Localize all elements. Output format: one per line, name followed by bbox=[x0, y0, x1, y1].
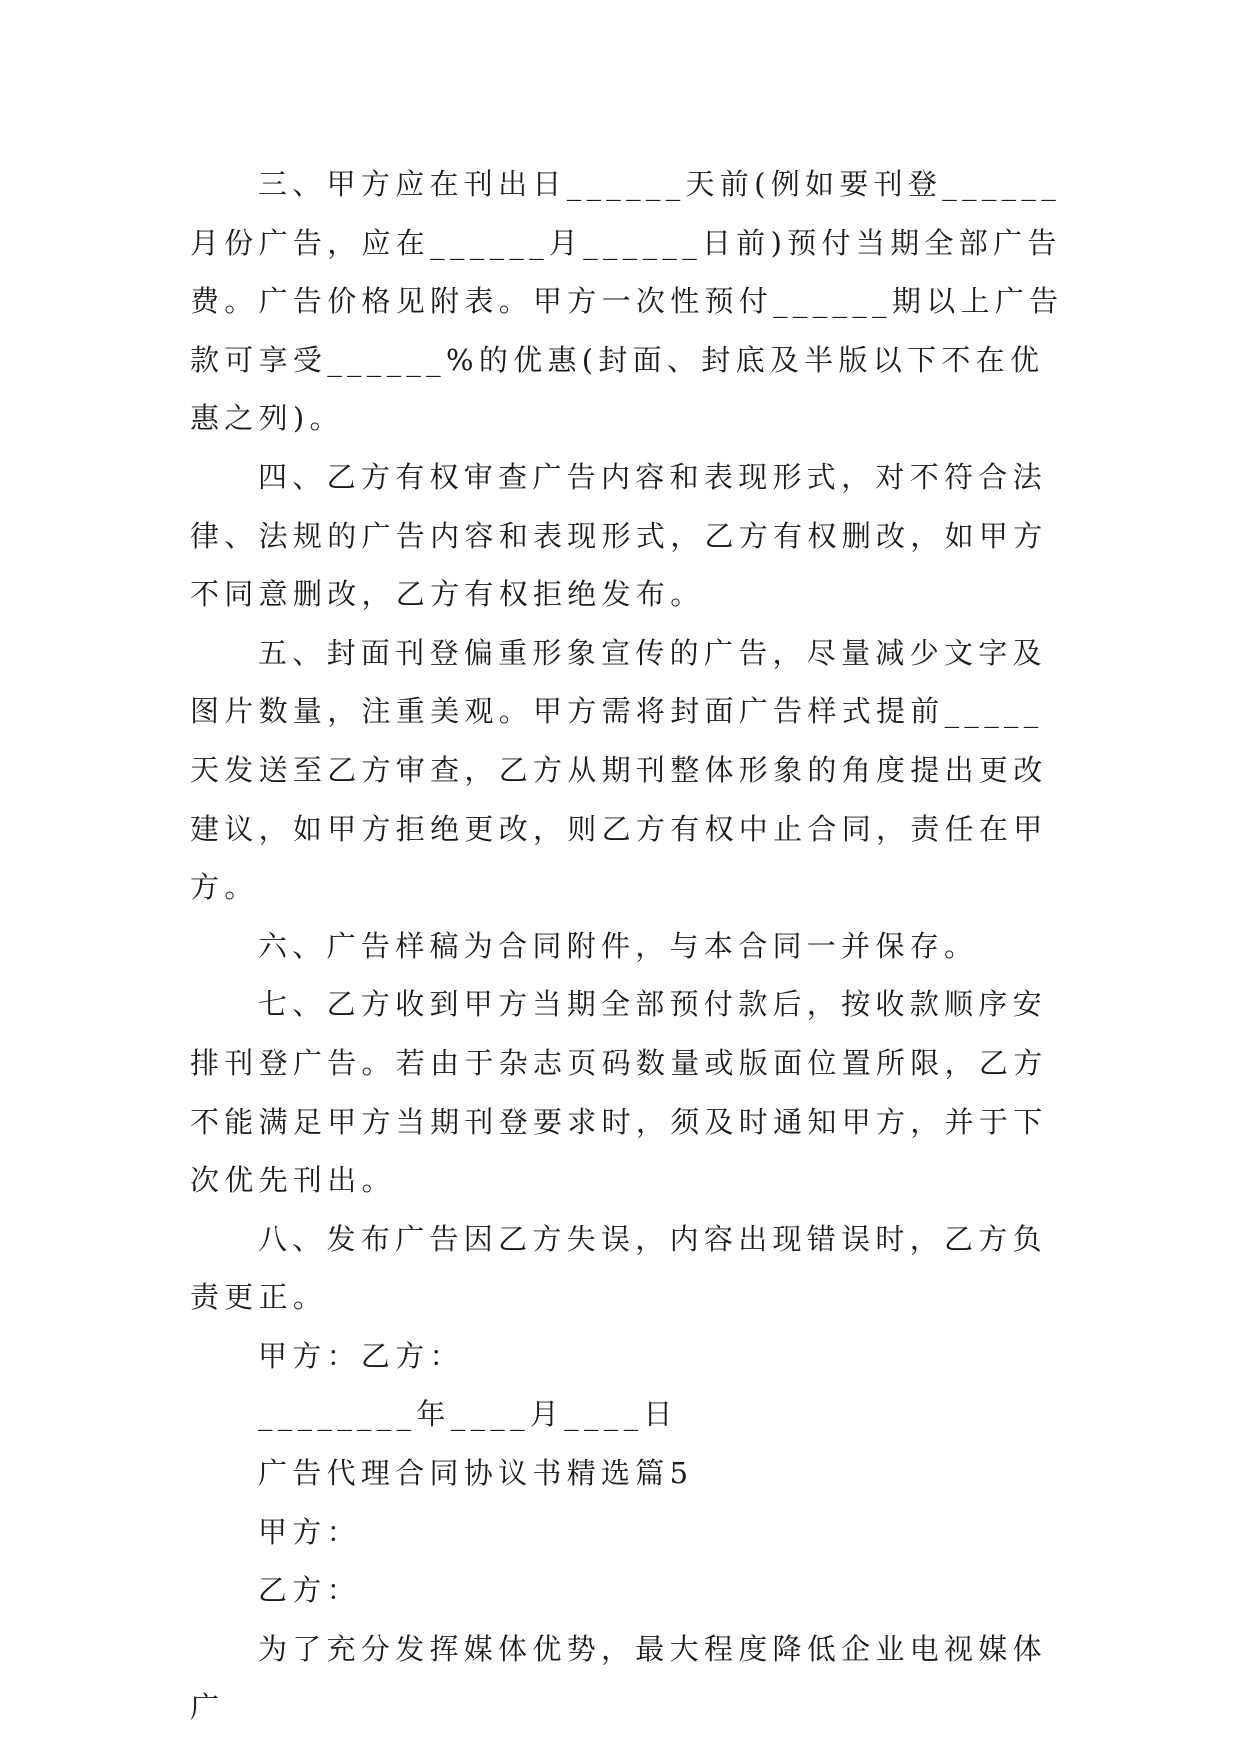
clause-3-paragraph: 三、甲方应在刊出日______天前(例如要刊登______月份广告，应在______月______日前)预付当期全部广告费。广告价格见附表。甲方一次性预付______期以上广告款可享受______%的优惠(封面、封底及半版以下不在优惠之列)。 bbox=[190, 167, 1064, 436]
intro-paragraph: 为了充分发挥媒体优势，最大程度降低企业电视媒体广 bbox=[190, 1631, 1047, 1725]
section-title: 广告代理合同协议书精选篇5 bbox=[258, 1456, 694, 1491]
signature-date: ________年____月____日 bbox=[258, 1397, 678, 1432]
signature-parties: 甲方：乙方： bbox=[258, 1338, 464, 1373]
document-body bbox=[190, 155, 1070, 1737]
clause-7-paragraph: 七、乙方收到甲方当期全部预付款后，按收款顺序安排刊登广告。若由于杂志页码数量或版面位置所限，乙方不能满足甲方当期刊登要求时，须及时通知甲方，并于下次优先刊出。 bbox=[190, 987, 1048, 1198]
party-a-label: 甲方： bbox=[258, 1514, 361, 1549]
party-b-label: 乙方： bbox=[258, 1573, 361, 1608]
clause-8-paragraph: 八、发布广告因乙方失误，内容出现错误时，乙方负责更正。 bbox=[190, 1221, 1047, 1315]
clause-6-paragraph: 六、广告样稿为合同附件，与本合同一并保存。 bbox=[258, 928, 979, 963]
clause-4-paragraph: 四、乙方有权审查广告内容和表现形式，对不符合法律、法规的广告内容和表现形式，乙方有权删改，如甲方不同意删改，乙方有权拒绝发布。 bbox=[190, 459, 1048, 612]
clause-5-paragraph: 五、封面刊登偏重形象宣传的广告，尽量减少文字及图片数量，注重美观。甲方需将封面广告样式提前_____天发送至乙方审查，乙方从期刊整体形象的角度提出更改建议，如甲方拒绝更改，则乙方有权中止合同，责任在甲方。 bbox=[190, 635, 1048, 905]
